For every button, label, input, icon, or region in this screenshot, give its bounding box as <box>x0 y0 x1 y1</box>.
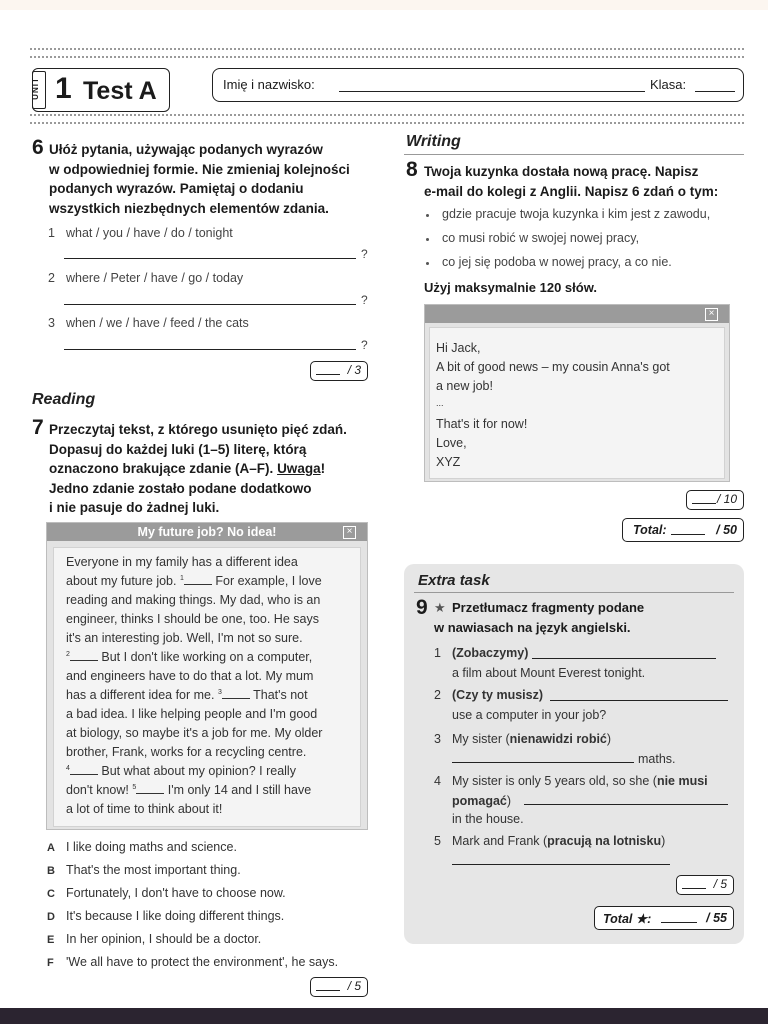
star-icon: ★ <box>635 912 648 926</box>
close-icon: × <box>343 526 356 539</box>
divider <box>414 592 734 593</box>
option-text: That's the most important thing. <box>66 863 241 877</box>
task-instruction: Przetłumacz fragmenty podane w nawiasach na język angielski. <box>434 600 645 635</box>
reading-text-box <box>46 522 368 830</box>
reading-text: Everyone in my family has a different idea about my future job. $^1$ For example, I love reading and making things. My dad, who is an engineer, thinks I should be one, too. He says it's an interesting job. Well, I'm not so sure. $^2$ But I don't like working on a computer, and engineers have to do that a lot. My mum has a different idea for me. $^3$ That's not a bad idea. I like helping people and I'm good at biology, so maybe it's a job for me. My older brother, Frank, works for a recycling centre. $^4$ But what about my opinion? I really don't know! $^5$ I'm only 14 and I still have a lot of time to think about it! <box>53 547 361 827</box>
bullet-text: gdzie pracuje twoja kuzynka i kim jest z zawodu, <box>442 207 711 221</box>
close-icon: × <box>705 308 718 321</box>
top-margin <box>0 0 768 10</box>
option-text: 'We all have to protect the environment', he says. <box>66 955 339 969</box>
uwaga-note: Uwaga <box>277 461 321 476</box>
email-box-header <box>425 305 729 323</box>
unit-tab: UNIT <box>32 71 46 109</box>
answer-line[interactable] <box>524 804 728 805</box>
email-box <box>424 304 730 482</box>
gap-3[interactable] <box>222 688 250 699</box>
student-info-box <box>212 68 744 102</box>
score-box[interactable]: / 5 <box>310 977 368 997</box>
answer-line[interactable] <box>64 304 356 305</box>
bullet-text: co musi robić w swojej nowej pracy, <box>442 231 640 245</box>
gap-2[interactable] <box>70 650 98 661</box>
answer-line[interactable] <box>550 700 728 701</box>
test-title-box <box>32 68 170 112</box>
option-text: In her opinion, I should be a doctor. <box>66 932 262 946</box>
email-text[interactable]: Hi Jack, A bit of good news – my cousin Anna's got a new job! ... That's it for now! Love, XYZ <box>429 327 725 479</box>
class-field[interactable] <box>695 91 735 92</box>
test-title: Test A <box>83 77 157 105</box>
divider-dotted <box>30 122 744 124</box>
divider-dotted <box>30 114 744 116</box>
reading-box-title: My future job? No idea! <box>47 523 367 541</box>
item-number: 3 <box>48 316 55 330</box>
bullet <box>426 262 429 265</box>
task-number: 7 <box>32 416 44 439</box>
task-number: 9 <box>416 596 428 619</box>
task-instruction: Przeczytaj tekst, z którego usunięto pięć zdań. Dopasuj do każdej luki (1–5) literę, którą oznaczono brakujące zdanie (A–F). Uwaga! Jedno zdanie zostało podane dodatkowo i nie pasuje do żadnej luki. <box>49 422 347 515</box>
section-heading: Reading <box>32 391 96 408</box>
star-icon: ★ <box>434 600 446 615</box>
option-text: It's because I like doing different things. <box>66 909 285 923</box>
item-prompt: where / Peter / have / go / today <box>66 271 244 285</box>
total-score-box[interactable]: Total ★: / 55 <box>594 906 734 930</box>
item-prompt: what / you / have / do / tonight <box>66 226 233 240</box>
name-field[interactable] <box>339 91 645 92</box>
section-heading: Extra task <box>418 572 490 589</box>
divider-dotted <box>30 48 744 50</box>
answer-line[interactable] <box>532 658 716 659</box>
bottom-bar <box>0 1008 768 1024</box>
question-mark: ? <box>361 247 368 261</box>
item-number: 2 <box>48 271 55 285</box>
gap-4[interactable] <box>70 764 98 775</box>
score-box[interactable]: / 10 <box>686 490 744 510</box>
unit-number: 1 <box>55 72 72 105</box>
score-box[interactable]: / 5 <box>676 875 734 895</box>
task-instruction: Twoja kuzynka dostała nową pracę. Napisz e-mail do kolegi z Anglii. Napisz 6 zdań o tym: <box>424 164 719 199</box>
section-heading: Writing <box>406 133 461 150</box>
bullet <box>426 214 429 217</box>
question-mark: ? <box>361 293 368 307</box>
option-text: I like doing maths and science. <box>66 840 237 854</box>
task-instruction: Ułóż pytania, używając podanych wyrazów w odpowiedniej formie. Nie zmieniaj kolejności podanych wyrazów. Pamiętaj o dodaniu wszystkich niezbędnych elementów zdania. <box>49 142 350 216</box>
item-number: 1 <box>48 226 55 240</box>
item-prompt: when / we / have / feed / the cats <box>66 316 249 330</box>
bullet-text: co jej się podoba w nowej pracy, a co nie. <box>442 255 672 269</box>
gap-1[interactable] <box>184 574 212 585</box>
gap-5[interactable] <box>136 783 164 794</box>
answer-line[interactable] <box>64 258 356 259</box>
divider-dotted <box>30 56 744 58</box>
class-label: Klasa: <box>650 77 687 92</box>
option-text: Fortunately, I don't have to choose now. <box>66 886 286 900</box>
answer-line[interactable] <box>452 864 670 865</box>
bullet <box>426 238 429 241</box>
task-number: 6 <box>32 136 44 159</box>
task-number: 8 <box>406 158 418 181</box>
answer-line[interactable] <box>64 349 356 350</box>
word-limit: Użyj maksymalnie 120 słów. <box>424 280 597 295</box>
answer-line[interactable] <box>452 762 634 763</box>
total-score-box[interactable]: Total: / 50 <box>622 518 744 542</box>
score-box[interactable]: / 3 <box>310 361 368 381</box>
extra-task-panel: Extra task 9 ★ Przetłumacz fragmenty podane w nawiasach na język angielski. 1 (Zobaczymy) a film about Mount Everest tonight. 2 (Czy ty musisz) use a computer in your job? 3 My sister (nienawidzi robić) maths. 4 My sister is only 5 years old, so she (nie musi pomagać) in the house. 5 Mark and Frank (pracują na lotnisku) / 5 Total ★: / 55 <box>404 564 744 944</box>
divider <box>404 154 744 155</box>
question-mark: ? <box>361 338 368 352</box>
name-label: Imię i nazwisko: <box>223 77 315 92</box>
